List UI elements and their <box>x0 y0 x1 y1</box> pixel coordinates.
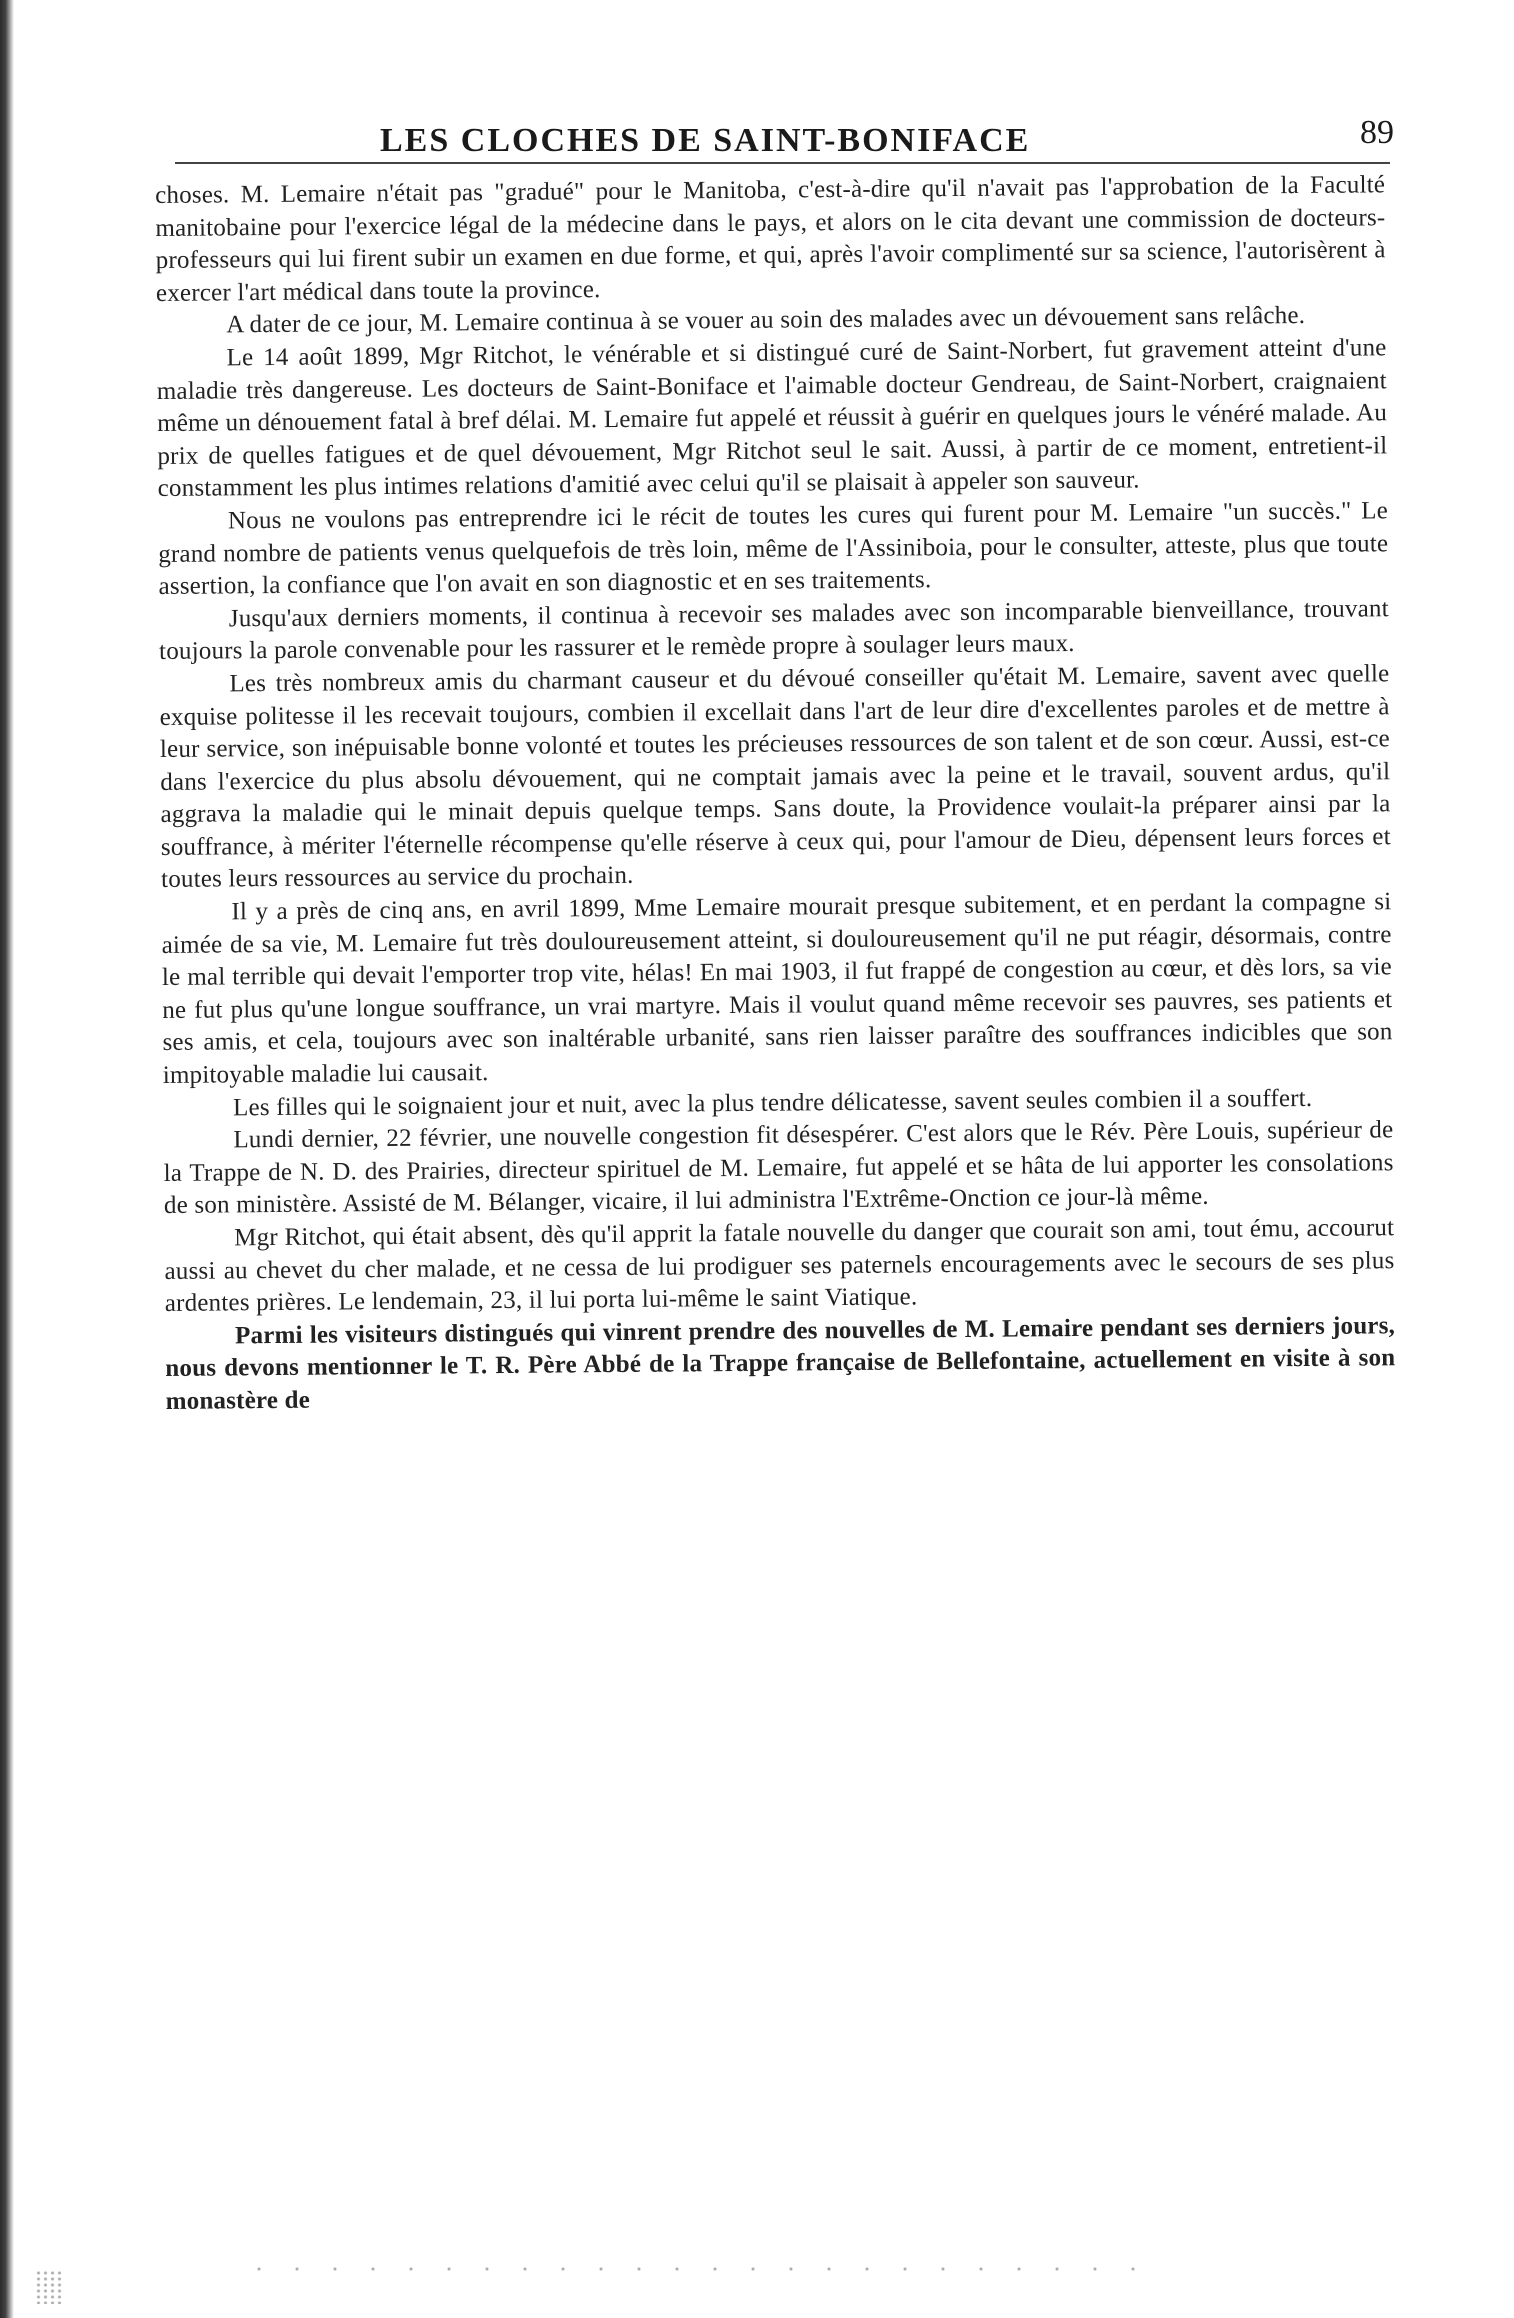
paragraph: choses. M. Lemaire n'était pas "gradué" pour le Manitoba, c'est-à-dire qu'il n'avait pas l'approbation de la Faculté manitobaine pour l'exercice légal de la médecine dans le pays, et alors on le cita devant une commission de docteurs-professeurs qui lui firent subir un examen en due forme, et qui, après l'avoir complimenté sur sa science, l'autorisèrent à exercer l'art médical dans toute la province. <box>155 171 1386 307</box>
paragraph: Parmi les visiteurs distingués qui vinrent prendre des nouvelles de M. Lemaire pendant ses derniers jours, nous devons mentionner le T. R. Père Abbé de la Trappe française de Bellefontaine, actuellement en visite à son monastère de <box>165 1312 1396 1415</box>
paragraph: Les filles qui le soignaient jour et nuit, avec la plus tendre délicatesse, savent seules combien il a souffert. <box>232 1084 1313 1121</box>
article-body <box>155 169 1396 1418</box>
paragraph: Mgr Ritchot, qui était absent, dès qu'il apprit la fatale nouvelle du danger que courait son ami, tout ému, accourut aussi au chevet du cher malade, et ne cessa de lui prodiguer ses paternels encouragements avec le secours de ses plus ardentes prières. Le lendemain, 23, il lui porta lui-même le saint Viatique. <box>164 1214 1395 1318</box>
paragraph: Nous ne voulons pas entreprendre ici le récit de toutes les cures qui furent pour M. Lemaire "un succès." Le grand nombre de patients venus quelquefois de très loin, même de l'Assiniboia, pour le consulter, atteste, plus que toute assertion, la confiance que l'on avait en son diagnostic et en ses traitements. <box>158 497 1389 601</box>
corner-mark <box>35 2270 63 2304</box>
paragraph: Les très nombreux amis du charmant causeur et du dévoué conseiller qu'était M. Lemaire, savent avec quelle exquise politesse il les recevait toujours, combien il excellait dans l'art de leur dire d'excellentes paroles et de mettre à leur service, son inépuisable bonne volonté et toutes les précieuses ressources de son talent et de son cœur. Aussi, est-ce dans l'exercice du plus absolu dévouement, qui ne comptait jamais avec la peine et le travail, souvent ardus, qu'il aggrava la maladie qui le minait depuis quelque temps. Sans doute, la Providence voulait-la préparer ainsi par la souffrance, à mériter l'éternelle récompense qu'elle réserve à ceux qui, pour l'amour de Dieu, dépensent leurs forces et toutes leurs ressources au service du prochain. <box>159 660 1391 894</box>
paragraph: Jusqu'aux derniers moments, il continua à recevoir ses malades avec son incomparable bienveillance, trouvant toujours la parole convenable pour les rassurer et le remède propre à soulager leurs maux. <box>158 594 1389 666</box>
paragraph: A dater de ce jour, M. Lemaire continua à se vouer au soin des malades avec un dévouement sans relâche. <box>226 302 1306 339</box>
binding-edge <box>0 0 14 2318</box>
running-title: LES CLOCHES DE SAINT-BONIFACE <box>380 122 1031 159</box>
paragraph: Il y a près de cinq ans, en avril 1899, Mme Lemaire mourait presque subitement, et en perdant la compagne si aimée de sa vie, M. Lemaire fut très douloureusement atteint, si douloureusement qu'il ne put réagir, désormais, contre le mal terrible qui devait l'emporter trop vite, hélas! En mai 1903, il fut frappé de congestion au cœur, et dès lors, sa vie ne fut plus qu'une longue souffrance, un vrai martyre. Mais il voulut quand même recevoir ses pauvres, ses patients et ses amis, et cela, toujours avec son inaltérable urbanité, sans rien laisser paraître des souffrances indicibles que son impitoyable maladie lui causait. <box>161 888 1393 1089</box>
paragraph: Le 14 août 1899, Mgr Ritchot, le vénérable et si distingué curé de Saint-Norbert, fut gravement atteint d'une maladie très dangereuse. Les docteurs de Saint-Boniface et l'aimable docteur Gendreau, de Saint-Norbert, craignaient même un dénouement fatal à bref délai. M. Lemaire fut appelé et réussit à guérir en quelques jours le vénéré malade. Au prix de quelles fatigues et de quel dévouement, Mgr Ritchot seul le sait. Aussi, à partir de ce moment, entretient-il constamment les plus intimes relations d'amitié avec celui qu'il se plaisait à appeler son sauveur. <box>156 334 1388 503</box>
header-rule <box>175 162 1390 164</box>
running-head <box>150 108 1394 168</box>
page-number: 89 <box>1360 114 1394 151</box>
paragraph: Lundi dernier, 22 février, une nouvelle congestion fit désespérer. C'est alors que le Rév. Père Louis, supérieur de la Trappe de N. D. des Prairies, directeur spirituel de M. Lemaire, fut appelé et se hâta de lui apporter les consolations de son ministère. Assisté de M. Bélanger, vicaire, il lui administra l'Extrême-Onction ce jour-là même. <box>163 1116 1394 1220</box>
print-speckles <box>240 2260 1140 2280</box>
